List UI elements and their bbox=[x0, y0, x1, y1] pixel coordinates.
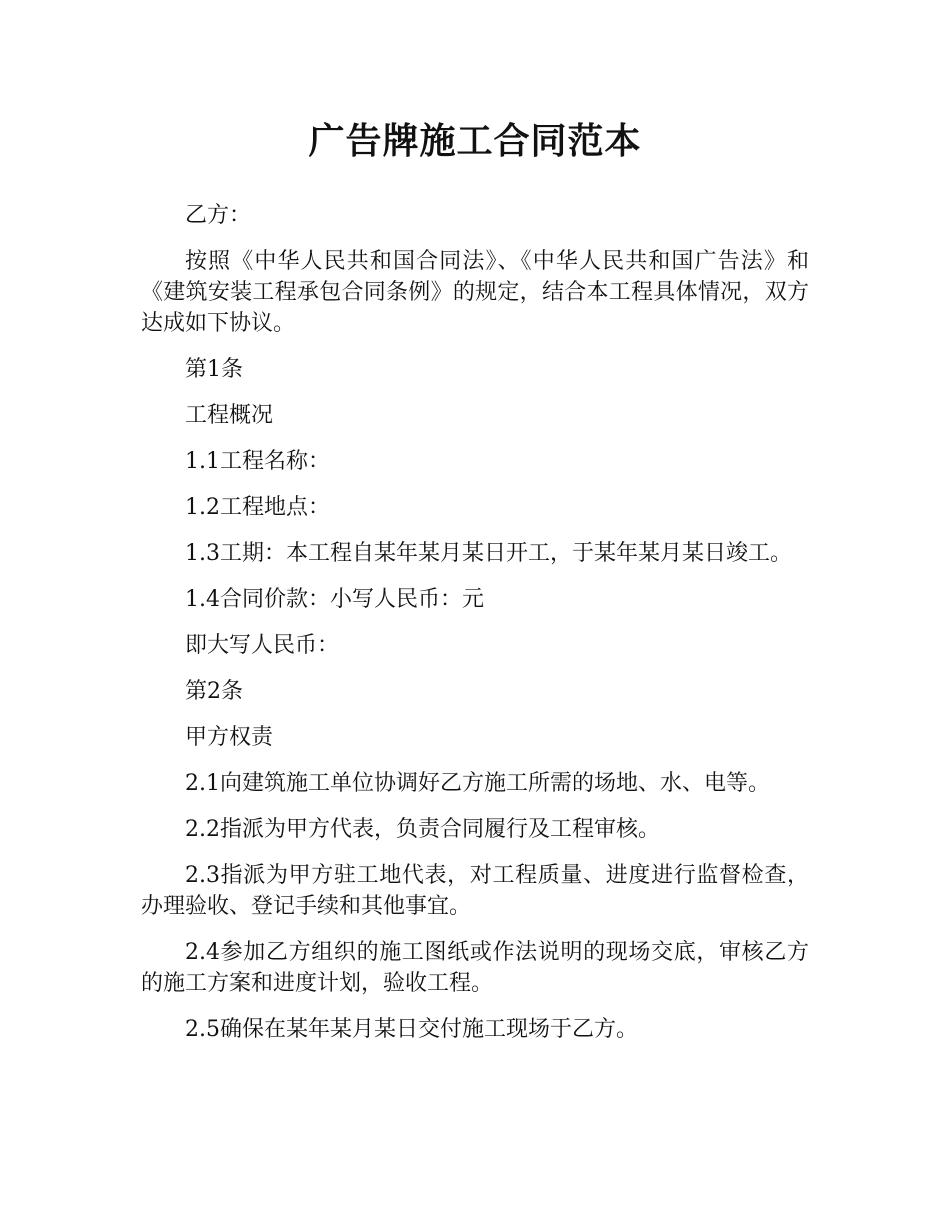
clause-2-4: 2.4参加乙方组织的施工图纸或作法说明的现场交底，审核乙方的施工方案和进度计划，验收工程。 bbox=[141, 940, 809, 996]
article-1-heading: 第1条 bbox=[185, 357, 243, 382]
document-body bbox=[141, 200, 809, 1060]
clause-2-5: 2.5确保在某年某月某日交付施工现场于乙方。 bbox=[185, 1017, 638, 1042]
clause-2-3: 2.3指派为甲方驻工地代表，对工程质量、进度进行监督检查，办理验收、登记手续和其他事宜。 bbox=[141, 863, 809, 919]
paragraph-preamble: 按照《中华人民共和国合同法》、《中华人民共和国广告法》和《建筑安装工程承包合同条例》的规定，结合本工程具体情况，双方达成如下协议。 bbox=[141, 249, 809, 336]
clause-1-1: 1.1工程名称： bbox=[185, 449, 330, 474]
clause-2-2: 2.2指派为甲方代表，负责合同履行及工程审核。 bbox=[185, 817, 660, 842]
article-2-title: 甲方权责 bbox=[185, 725, 274, 750]
document-title: 广告牌施工合同范本 bbox=[308, 121, 642, 162]
article-2-heading: 第2条 bbox=[185, 679, 243, 704]
clause-1-4: 1.4合同价款：小写人民币：元 bbox=[185, 587, 484, 612]
clause-1-2: 1.2工程地点： bbox=[185, 495, 330, 520]
paragraph-party-b: 乙方： bbox=[185, 203, 252, 228]
article-1-title: 工程概况 bbox=[185, 403, 274, 428]
clause-1-4-capital: 即大写人民币： bbox=[185, 633, 340, 658]
clause-1-3: 1.3工期：本工程自某年某月某日开工，于某年某月某日竣工。 bbox=[185, 541, 792, 566]
clause-2-1: 2.1向建筑施工单位协调好乙方施工所需的场地、水、电等。 bbox=[185, 771, 770, 796]
